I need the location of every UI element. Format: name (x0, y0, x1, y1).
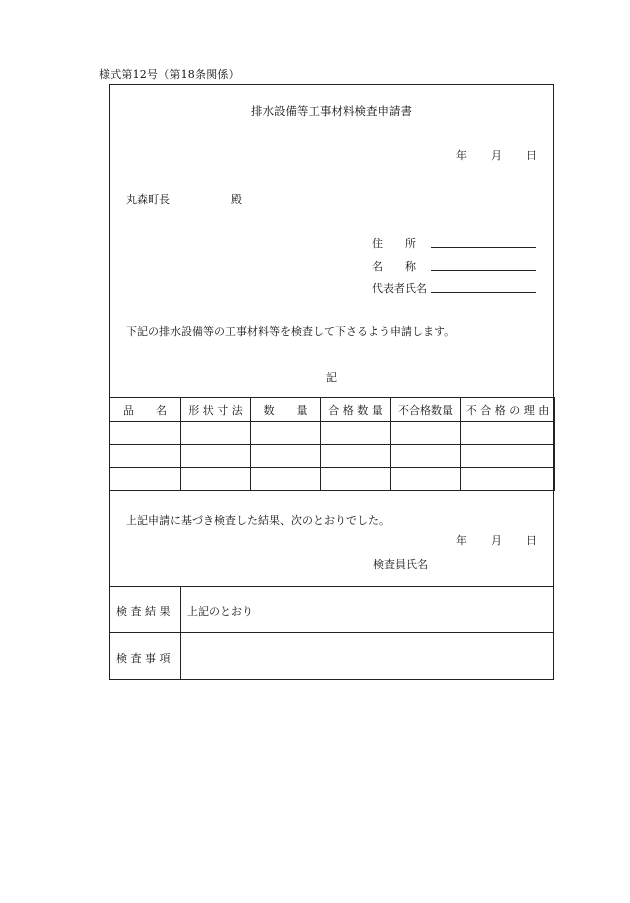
table-cell[interactable] (251, 445, 321, 468)
table-cell[interactable] (110, 445, 181, 468)
header-item-name: 品 名 (110, 398, 181, 422)
ki-heading: 記 (326, 371, 337, 384)
header-quantity: 数 量 (251, 398, 321, 422)
table-cell[interactable] (461, 468, 555, 491)
inspection-result-label: 検 査 結 果 (116, 605, 171, 618)
table-cell[interactable] (461, 422, 555, 445)
table-cell[interactable] (110, 468, 181, 491)
divider (180, 586, 181, 679)
table-cell[interactable] (321, 422, 391, 445)
header-failed-quantity: 不合格数量 (391, 398, 461, 422)
table-row (110, 422, 555, 445)
table-cell[interactable] (181, 468, 251, 491)
result-date-year-label: 年 (456, 534, 467, 547)
table-row (110, 445, 555, 468)
table-cell[interactable] (321, 445, 391, 468)
inspector-name-label: 検査員氏名 (373, 558, 428, 571)
name-label: 名 称 (372, 260, 416, 273)
result-date-month-label: 月 (491, 534, 502, 547)
addressee-name: 丸森町長 (126, 193, 170, 206)
divider (110, 632, 553, 633)
table-cell[interactable] (461, 445, 555, 468)
representative-field[interactable] (431, 280, 536, 293)
table-cell[interactable] (181, 422, 251, 445)
inspection-items-label: 検 査 事 項 (116, 652, 171, 665)
representative-label: 代表者氏名 (372, 282, 427, 295)
inspection-result-value[interactable]: 上記のとおり (187, 605, 253, 618)
form-number: 様式第12号（第18条関係） (99, 68, 240, 81)
table-row (110, 468, 555, 491)
table-header-row (110, 398, 555, 422)
table-cell[interactable] (321, 468, 391, 491)
date-day-label: 日 (526, 149, 537, 162)
request-text: 下記の排水設備等の工事材料等を検査して下さるよう申請します。 (126, 325, 456, 338)
name-field[interactable] (431, 258, 536, 271)
materials-table (109, 397, 555, 491)
table-cell[interactable] (391, 422, 461, 445)
table-cell[interactable] (251, 422, 321, 445)
addressee-suffix: 殿 (231, 193, 242, 206)
header-shape-size: 形 状 寸 法 (181, 398, 251, 422)
date-month-label: 月 (491, 149, 502, 162)
table-cell[interactable] (251, 468, 321, 491)
table-cell[interactable] (391, 445, 461, 468)
table-cell[interactable] (110, 422, 181, 445)
date-year-label: 年 (456, 149, 467, 162)
table-cell[interactable] (391, 468, 461, 491)
application-form (109, 84, 554, 680)
form-title: 排水設備等工事材料検査申請書 (251, 104, 412, 118)
address-field[interactable] (431, 235, 536, 248)
result-date-day-label: 日 (526, 534, 537, 547)
table-cell[interactable] (181, 445, 251, 468)
divider (110, 586, 553, 587)
address-label: 住 所 (372, 237, 416, 250)
inspection-items-value[interactable] (187, 650, 547, 664)
header-passed-quantity: 合 格 数 量 (321, 398, 391, 422)
result-statement: 上記申請に基づき検査した結果、次のとおりでした。 (126, 514, 390, 527)
header-failure-reason: 不 合 格 の 理 由 (461, 398, 555, 422)
